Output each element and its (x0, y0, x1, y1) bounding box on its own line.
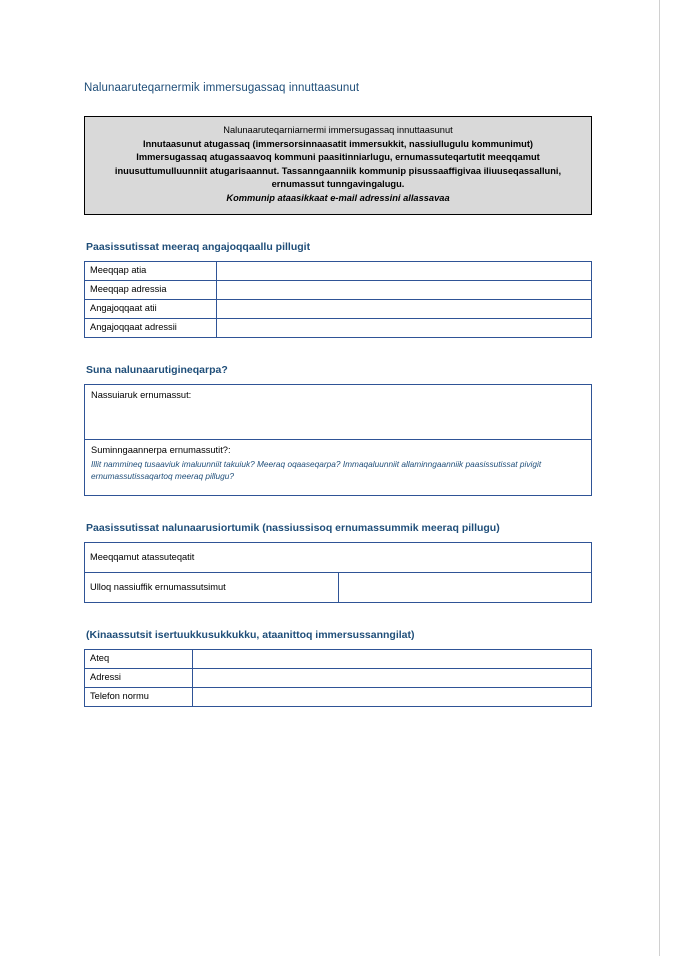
spacer (84, 338, 592, 364)
document-content (84, 82, 592, 707)
row-value-input[interactable] (193, 649, 592, 668)
row-value-input[interactable] (193, 687, 592, 706)
table-row (85, 318, 592, 337)
row-label: Telefon normu (85, 687, 193, 706)
header-info-box (84, 116, 592, 215)
table-row (85, 572, 592, 602)
question-label-1: Nassuiaruk ernumassut: (91, 389, 192, 400)
row-label: Angajoqqaat atii (85, 299, 217, 318)
question-box-2 (84, 440, 592, 496)
section-heading-child-parent: Paasissutissat meeraq angajoqqaallu pillugit (86, 240, 311, 253)
row-label: Ateq (85, 649, 193, 668)
question-label-2: Suminngaannerpa ernumassutit?: (91, 444, 231, 455)
row-value-input[interactable] (217, 318, 592, 337)
header-line-1: Nalunaaruteqarniarnermi immersugassaq innuttaasunut (223, 125, 453, 135)
table-row (85, 280, 592, 299)
section-heading-anonymous-note: (Kinaassutsit isertuukkusukkukku, ataanittoq immersussanngilat) (86, 628, 415, 641)
row-value-input[interactable] (217, 261, 592, 280)
row-value-input[interactable] (338, 572, 592, 602)
row-value-input[interactable] (217, 299, 592, 318)
row-label[interactable]: Meeqqamut atassuteqatit (85, 542, 592, 572)
table-row (85, 668, 592, 687)
row-value-input[interactable] (217, 280, 592, 299)
answer-area-2[interactable] (91, 482, 585, 488)
spacer (84, 603, 592, 629)
table-row (85, 299, 592, 318)
row-label: Meeqqap adressia (85, 280, 217, 299)
question-box-1 (84, 384, 592, 440)
row-label: Ulloq nassiuffik ernumassutsimut (85, 572, 339, 602)
spacer (84, 496, 592, 522)
table-row (85, 687, 592, 706)
row-label: Adressi (85, 668, 193, 687)
page-title: Nalunaaruteqarnermik immersugassaq innuttaasunut (84, 82, 360, 94)
header-line-2: Innutaasunut atugassaq (immersorsinnaasatit immersukkit, nassiullugulu kommunimut) (142, 138, 534, 149)
table-contact-info (84, 649, 592, 707)
section-heading-reporter-info: Paasissutissat nalunaarusiortumik (nassiussisoq ernumassummik meeraq pillugu) (86, 521, 500, 534)
table-row (85, 649, 592, 668)
row-label: Angajoqqaat adressii (85, 318, 217, 337)
answer-area-1[interactable] (91, 404, 585, 432)
header-line-3: Immersugassaq atugassaavoq kommuni paasitinniarlugu, ernumassuteqartutit meeqqamut inuusuttumulluunniit atugarisaannut. Tassanngaanniik kommunip pisussaaffigivaa iliuuseqassalluni, ernumassut tunngavingalugu. (114, 152, 562, 190)
row-value-input[interactable] (193, 668, 592, 687)
page-gutter (660, 0, 678, 956)
question-hint: Illit nammineq tusaaviuk imaluunniit takuiuk? Meeraq oqaaseqarpa? Immaqaluunniit allaminngaanniik paasissutissat pivigit ernumassutissaqartoq meeraq pillugu? (91, 458, 542, 481)
section-heading-report-content: Suna nalunaarutigineqarpa? (86, 363, 228, 376)
table-child-parent-info (84, 261, 592, 338)
table-row (85, 542, 592, 572)
row-label: Meeqqap atia (85, 261, 217, 280)
header-line-4: Kommunip ataasikkaat e-mail adressini allassavaa (226, 192, 450, 203)
table-row (85, 261, 592, 280)
table-reporter-info (84, 542, 592, 603)
